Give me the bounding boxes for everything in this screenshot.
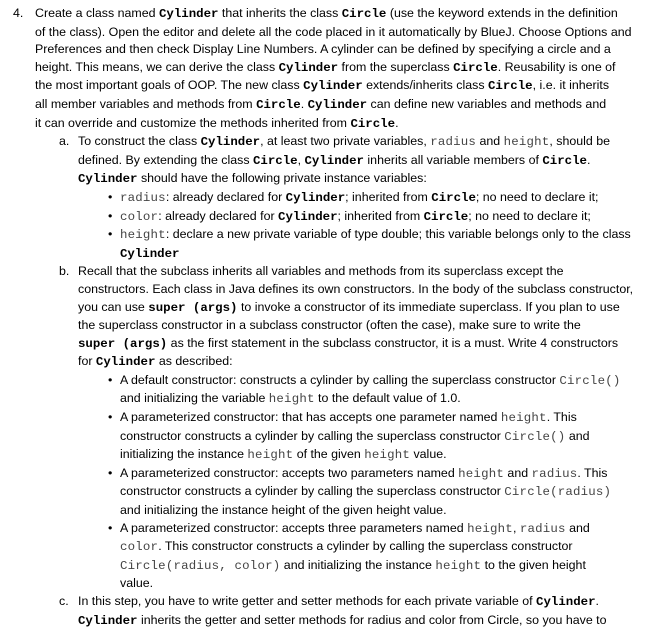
intro-line: the most important goals of OOP. The new class Cylinder extends/inherits class Circle, i.e. it inherits <box>35 78 610 94</box>
bullet-default-constructor: • A default constructor: constructs a cylinder by calling the superclass constructor Circle() and initializing the variable height to the default value of 1.0. <box>120 372 647 409</box>
subitem-label: c. <box>59 594 69 608</box>
intro-line: Preferences and then check Display Line Numbers. A cylinder can be defined by specifying a circle and a <box>35 42 611 57</box>
item-number: 4. <box>13 6 24 20</box>
subitem-a: a. To construct the class Cylinder, at least two private variables, radius and height, should be defined. By extending the class Circle, Cylinder inherits all variable members of Circle. Cylinder should have the following private instance variables: <box>59 134 611 187</box>
subitem-b: b. Recall that the subclass inherits all variables and methods from its superclass except the constructors. Each class in Java defines its own constructors. In the body of the subclass constructor, you can use super (args) to invoke a constructor of its immediate superclass. If you plan to use the superclass constructor in a subclass constructor (often the case), make sure to write the super (args) as the first statement in the subclass constructor, it is a must. Write 4 constructors for Cylinder as described: <box>59 264 634 370</box>
intro-line: it can override and customize the methods inherited from Circle. <box>35 115 399 131</box>
subitem-c: c. In this step, you have to write getter and setter methods for each private variable of Cylinder. Cylinder inherits the getter and setter methods for radius and color from Circle, so you have to <box>59 594 607 628</box>
intro-paragraph <box>35 5 647 133</box>
intro-line: of the class). Open the editor and delete all the code placed in it automatically by BlueJ. Choose Options and <box>35 24 632 39</box>
bullet-height: • height: declare a new private variable of type double; this variable belongs only to the class Cylinder <box>120 226 647 263</box>
intro-line: all member variables and methods from Circle. Cylinder can define new variables and methods and <box>35 96 607 112</box>
bullet-color: • color: already declared for Cylinder; inherited from Circle; no need to declare it; <box>120 208 647 227</box>
subitem-label: a. <box>59 134 70 149</box>
bullet-two-param-constructor: • A parameterized constructor: accepts two parameters named height and radius. This constructor constructs a cylinder by calling the superclass constructor Circle(radius) and initializing the instance height of the given height value. <box>120 465 647 520</box>
subitem-label: b. <box>59 264 70 279</box>
bullet-three-param-constructor: • A parameterized constructor: accepts three parameters named height, radius and color. This constructor constructs a cylinder by calling the superclass constructor Circle(radius, color) and initializing the instance height to the given height value. <box>120 520 647 593</box>
intro-line: height. This means, we can derive the class Cylinder from the superclass Circle. Reusability is one of <box>35 59 616 75</box>
bullet-radius: • radius: already declared for Cylinder; inherited from Circle; no need to declare it; <box>120 189 647 208</box>
bullet-one-param-constructor: • A parameterized constructor: that has accepts one parameter named height. This constructor constructs a cylinder by calling the superclass constructor Circle() and initializing the instance height of the given height value. <box>120 409 647 465</box>
intro-line: Create a class named Cylinder that inherits the class Circle (use the keyword extends in the definition <box>35 6 618 21</box>
